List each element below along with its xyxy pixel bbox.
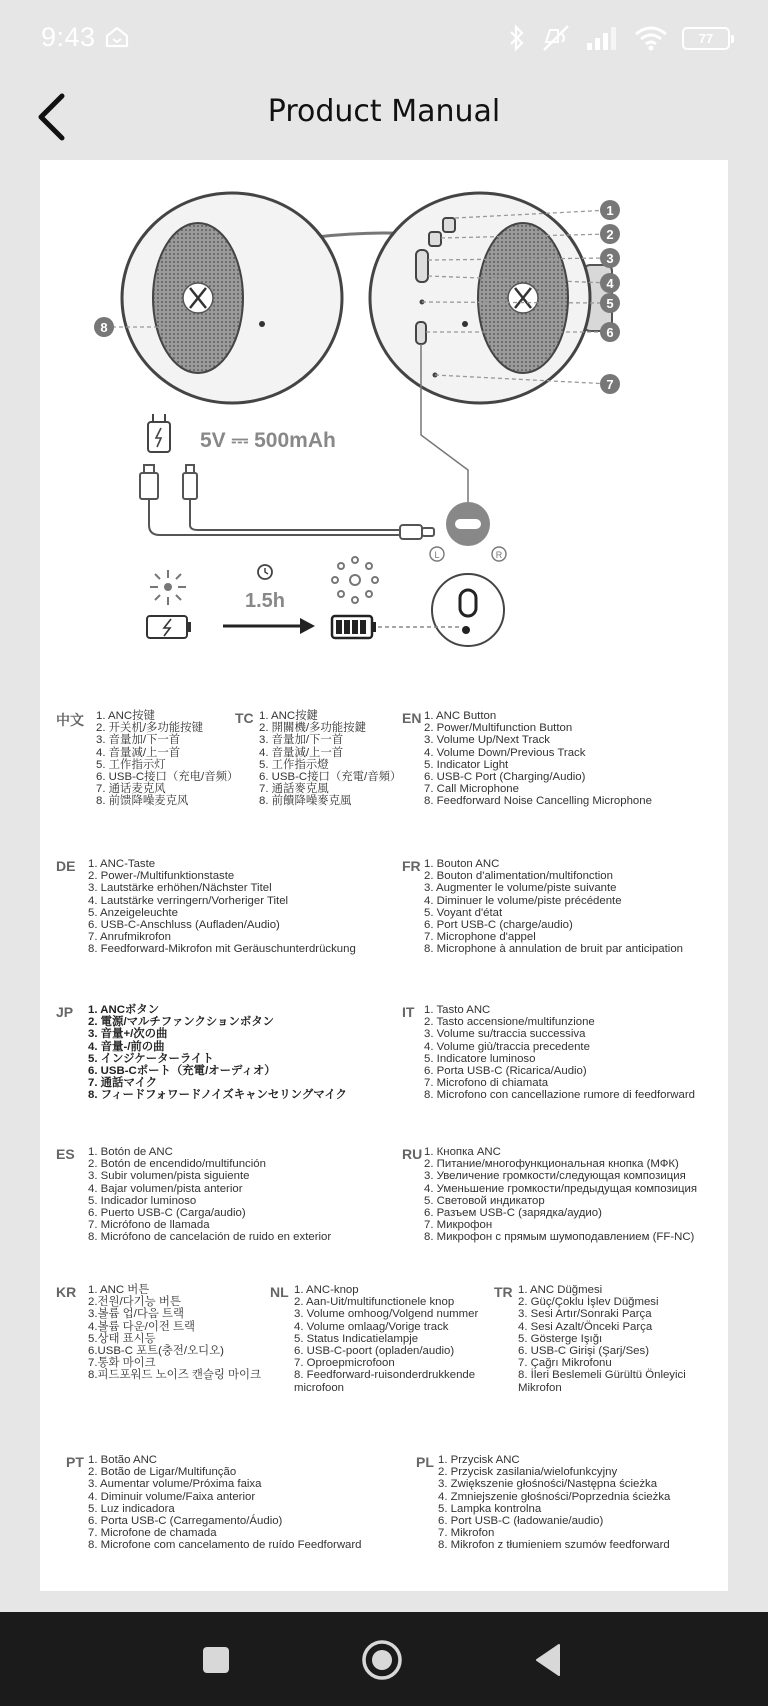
list-item: 4. Lautstärke verringern/Vorheriger Titel bbox=[88, 894, 289, 907]
list-item: 6. USB-C Port (Charging/Audio) bbox=[424, 771, 586, 784]
list-item: 5. Status Indicatielampje bbox=[294, 1332, 419, 1345]
lang-code: PT bbox=[66, 1454, 84, 1470]
right-ear-cup bbox=[370, 193, 612, 403]
bluetooth-icon bbox=[508, 24, 526, 52]
list-item: 3.볼륨 업/다음 트랙 bbox=[88, 1308, 185, 1321]
list-item: 6. Port USB-C (charge/audio) bbox=[424, 919, 573, 932]
full-battery-icon bbox=[332, 557, 378, 638]
lang-block-es bbox=[56, 1146, 386, 1246]
lang-code: ES bbox=[56, 1146, 75, 1162]
list-item: 3. Volume su/traccia successiva bbox=[424, 1028, 586, 1041]
list-item: 3. Volume Up/Next Track bbox=[424, 734, 550, 747]
list-item: 2. 電源/マルチファンクションボタン bbox=[88, 1016, 275, 1029]
list-item: 3. Lautstärke erhöhen/Nächster Titel bbox=[88, 882, 272, 895]
list-item: 5. Indicador luminoso bbox=[88, 1194, 197, 1207]
list-item: 6.USB-C 포트(충전/오디오) bbox=[88, 1345, 224, 1358]
list-item: 8. 前馈降噪麦克风 bbox=[96, 795, 189, 808]
list-item: 5. インジケーターライト bbox=[88, 1052, 214, 1065]
list-item: 2. Aan-Uit/multifunctionele knop bbox=[294, 1296, 455, 1309]
list-item: 1. ANC-Taste bbox=[88, 858, 156, 870]
list-item: 6. USB-C接口（充電/音頻） bbox=[259, 771, 402, 784]
lang-list bbox=[438, 1454, 670, 1552]
lang-block-de bbox=[56, 858, 386, 958]
lang-block-fr bbox=[402, 858, 722, 958]
right-label: R bbox=[495, 550, 503, 560]
callout-4: 4 bbox=[606, 276, 614, 291]
circle-home-icon bbox=[360, 1638, 404, 1682]
list-item: 1. ANC按鍵 bbox=[259, 710, 318, 722]
list-item: 1. Botón de ANC bbox=[88, 1146, 173, 1158]
battery-icon bbox=[682, 27, 730, 50]
list-item: 7. Micrófono de llamada bbox=[88, 1219, 210, 1232]
callout-8: 8 bbox=[100, 320, 108, 335]
list-item: 4. 音量-/前の曲 bbox=[88, 1040, 165, 1053]
list-item: 8. Feedforward-ruisonderdrukkende microfoon bbox=[294, 1369, 476, 1394]
low-battery-icon bbox=[147, 570, 191, 638]
list-item: 4. Volume omlaag/Vorige track bbox=[294, 1320, 449, 1333]
list-item: 6. USB-C接口（充电/音频） bbox=[96, 771, 239, 784]
list-item: 6. Porta USB-C (Carregamento/Áudio) bbox=[88, 1515, 283, 1528]
list-item: 4. Уменьшение громкости/предыдущая композиция bbox=[424, 1182, 698, 1195]
signal-icon bbox=[586, 25, 620, 51]
status-time: 9:43 bbox=[41, 22, 96, 52]
list-item: 8.피드포워드 노이즈 캔슬링 마이크 bbox=[88, 1369, 262, 1382]
list-item: 2. Botão de Ligar/Multifunção bbox=[88, 1466, 237, 1479]
callout-1: 1 bbox=[606, 203, 614, 218]
back-nav-button[interactable] bbox=[524, 1636, 572, 1684]
lang-block-it bbox=[402, 1004, 722, 1104]
list-item: 5.상태 표시등 bbox=[88, 1332, 156, 1345]
lang-block-tc bbox=[235, 710, 402, 810]
lang-block-tr bbox=[494, 1284, 724, 1394]
list-item: 8. Microfone com cancelamento de ruído Feedforward bbox=[88, 1539, 362, 1552]
list-item: 2. Питание/многофункциональная кнопка (МФК) bbox=[424, 1158, 679, 1171]
list-item: 4. Diminuer le volume/piste précédente bbox=[424, 894, 622, 907]
list-item: 7. 通话麦克风 bbox=[96, 783, 166, 796]
list-item: 3. Увеличение громкости/следующая композиция bbox=[424, 1170, 686, 1183]
lang-code: 中文 bbox=[56, 712, 84, 728]
list-item: 4. Sesi Azalt/Önceki Parça bbox=[518, 1320, 653, 1333]
list-item: 5. 工作指示燈 bbox=[259, 758, 329, 771]
list-item: 8. Feedforward-Mikrofon mit Geräuschunterdrückung bbox=[88, 943, 356, 956]
mute-icon bbox=[540, 24, 572, 52]
list-item: 4. Bajar volumen/pista anterior bbox=[88, 1182, 243, 1195]
lang-list bbox=[88, 1004, 347, 1102]
manual-page bbox=[40, 160, 728, 1591]
list-item: 8. İleri Beslemeli Gürültü Önleyici Mikrofon bbox=[518, 1369, 686, 1394]
list-item: 6. USB-Cポート（充電/オーディオ） bbox=[88, 1065, 276, 1078]
lang-code: IT bbox=[402, 1004, 415, 1020]
lang-block-ru bbox=[402, 1146, 722, 1246]
list-item: 3. Subir volumen/pista siguiente bbox=[88, 1170, 250, 1183]
list-item: 5. Voyant d'état bbox=[424, 906, 503, 919]
lang-list bbox=[518, 1284, 718, 1394]
list-item: 7. Oproepmicrofoon bbox=[294, 1357, 395, 1370]
lang-code: DE bbox=[56, 858, 76, 874]
list-item: 5. Световой индикатор bbox=[424, 1194, 545, 1207]
left-ear-cup bbox=[122, 193, 342, 403]
home-icon bbox=[104, 25, 130, 49]
lang-block-kr bbox=[56, 1284, 262, 1394]
lang-list bbox=[88, 858, 356, 956]
list-item: 7. Микрофон bbox=[424, 1219, 493, 1232]
list-item: 5. Luz indicadora bbox=[88, 1502, 175, 1515]
list-item: 4. Diminuir volume/Faixa anterior bbox=[88, 1490, 256, 1503]
list-item: 6. Porta USB-C (Ricarica/Audio) bbox=[424, 1065, 587, 1078]
usb-c-port-icon bbox=[446, 502, 490, 546]
list-item: 1. ANC按键 bbox=[96, 710, 155, 722]
list-item: 5. Indicatore luminoso bbox=[424, 1052, 536, 1065]
list-item: 3. Augmenter le volume/piste suivante bbox=[424, 882, 617, 895]
list-item: 7. Anrufmikrofon bbox=[88, 931, 171, 944]
callout-2: 2 bbox=[606, 227, 614, 242]
list-item: 7. Call Microphone bbox=[424, 783, 519, 796]
list-item: 3. 音量加/下一首 bbox=[96, 734, 181, 747]
list-item: 8. Микрофон с прямым шумоподавлением (FF-NC) bbox=[424, 1231, 695, 1244]
list-item: 2. 開關機/多功能按鍵 bbox=[259, 722, 366, 735]
list-item: 8. Mikrofon z tłumieniem szumów feedforward bbox=[438, 1539, 670, 1552]
charge-time: 1.5h bbox=[244, 590, 286, 612]
list-item: 2. Bouton d'alimentation/multifonction bbox=[424, 870, 613, 883]
list-item: 1. Bouton ANC bbox=[424, 858, 500, 870]
lang-block-jp bbox=[56, 1004, 386, 1104]
battery-level: 77 bbox=[698, 30, 714, 46]
status-icons bbox=[508, 22, 730, 54]
list-item: 1. Botão ANC bbox=[88, 1454, 158, 1466]
list-item: 2. Power-/Multifunktionstaste bbox=[88, 870, 235, 883]
list-item: 4.볼륨 다운/이전 트랙 bbox=[88, 1320, 196, 1333]
list-item: 7. 通話麥克風 bbox=[259, 783, 329, 796]
usb-cable-icon bbox=[140, 465, 434, 539]
system-nav-bar bbox=[0, 1612, 768, 1706]
list-item: 4. Volume giù/traccia precedente bbox=[424, 1040, 590, 1053]
list-item: 7. Microfono di chiamata bbox=[424, 1077, 549, 1090]
lang-code: TC bbox=[235, 710, 254, 726]
lang-block-pl bbox=[416, 1454, 716, 1554]
list-item: 2. Botón de encendido/multifunción bbox=[88, 1158, 266, 1171]
list-item: 6. Puerto USB-C (Carga/audio) bbox=[88, 1207, 246, 1220]
lang-code: EN bbox=[402, 710, 422, 726]
list-item: 4. Volume Down/Previous Track bbox=[424, 746, 586, 759]
arrow-right-icon bbox=[223, 618, 315, 634]
list-item: 6. Разъем USB-C (зарядка/аудио) bbox=[424, 1207, 602, 1220]
list-item: 8. Feedforward Noise Cancelling Microphone bbox=[424, 795, 652, 808]
lang-list bbox=[424, 1004, 695, 1102]
lang-code: JP bbox=[56, 1004, 74, 1020]
list-item: 3. Volume omhoog/Volgend nummer bbox=[294, 1308, 479, 1321]
list-item: 7. Mikrofon bbox=[438, 1527, 495, 1540]
lang-code: TR bbox=[494, 1284, 513, 1300]
list-item: 2. 开关机/多功能按键 bbox=[96, 722, 203, 735]
list-item: 3. Zwiększenie głośności/Następna ścieżka bbox=[438, 1478, 658, 1491]
callout-6: 6 bbox=[606, 325, 614, 340]
list-item: 8. Microphone à annulation de bruit par anticipation bbox=[424, 943, 683, 956]
recents-button[interactable] bbox=[192, 1636, 240, 1684]
manual-viewer[interactable] bbox=[0, 158, 768, 1612]
list-item: 5. Indicator Light bbox=[424, 758, 509, 771]
wifi-icon bbox=[634, 25, 668, 51]
charger-adapter-icon bbox=[148, 414, 170, 452]
list-item: 1. ANC 버튼 bbox=[88, 1284, 150, 1296]
headphone-diagram bbox=[40, 160, 728, 700]
list-item: 2.전원/다기능 버튼 bbox=[88, 1296, 181, 1309]
list-item: 2. Przycisk zasilania/wielofunkcyjny bbox=[438, 1466, 618, 1479]
page-title: Product Manual bbox=[267, 94, 501, 129]
list-item: 5. 工作指示灯 bbox=[96, 758, 166, 771]
lang-list bbox=[259, 710, 401, 808]
list-item: 3. 音量+/次の曲 bbox=[88, 1028, 168, 1041]
list-item: 1. ANC Düğmesi bbox=[518, 1284, 603, 1296]
lang-code: NL bbox=[270, 1284, 289, 1300]
list-item: 2. Güç/Çoklu İşlev Düğmesi bbox=[518, 1296, 659, 1309]
list-item: 4. 音量减/上一首 bbox=[96, 746, 181, 759]
list-item: 1. ANC-knop bbox=[294, 1284, 359, 1296]
alarm-clock-icon bbox=[258, 565, 272, 579]
list-item: 7. Microfone de chamada bbox=[88, 1527, 217, 1540]
list-item: 4. 音量減/上一首 bbox=[259, 746, 344, 759]
lang-code: KR bbox=[56, 1284, 77, 1300]
lang-list bbox=[96, 710, 238, 808]
list-item: 8. 前饋降噪麥克風 bbox=[259, 795, 352, 808]
list-item: 4. Zmniejszenie głośności/Poprzednia ścieżka bbox=[438, 1490, 671, 1503]
list-item: 6. USB-C-poort (opladen/audio) bbox=[294, 1345, 455, 1358]
callout-7: 7 bbox=[606, 377, 614, 392]
lang-block-pt bbox=[66, 1454, 396, 1554]
list-item: 2. Power/Multifunction Button bbox=[424, 722, 573, 735]
list-item: 5. Anzeigeleuchte bbox=[88, 906, 178, 919]
list-item: 6. Port USB-C (ładowanie/audio) bbox=[438, 1515, 604, 1528]
list-item: 1. ANCボタン bbox=[88, 1004, 160, 1016]
list-item: 6. USB-C-Anschluss (Aufladen/Audio) bbox=[88, 919, 280, 932]
lang-list bbox=[294, 1284, 479, 1394]
lang-block-nl bbox=[270, 1284, 479, 1394]
list-item: 1. Кнопка ANC bbox=[424, 1146, 501, 1158]
app-header bbox=[0, 76, 768, 158]
lang-list bbox=[424, 710, 652, 808]
callout-3: 3 bbox=[606, 251, 614, 266]
list-item: 3. 音量加/下一首 bbox=[259, 734, 344, 747]
status-bar bbox=[0, 0, 768, 76]
lang-block-en bbox=[402, 710, 702, 810]
list-item: 7. Çağrı Mikrofonu bbox=[518, 1357, 612, 1370]
left-label: L bbox=[434, 550, 440, 560]
list-item: 3. Sesi Artır/Sonraki Parça bbox=[518, 1308, 652, 1321]
list-item: 1. Tasto ANC bbox=[424, 1004, 491, 1016]
charging-spec: 5V ⎓ 500mAh bbox=[200, 429, 336, 452]
list-item: 1. ANC Button bbox=[424, 710, 497, 722]
list-item: 1. Przycisk ANC bbox=[438, 1454, 520, 1466]
square-icon bbox=[202, 1646, 230, 1674]
lang-code: FR bbox=[402, 858, 421, 874]
lang-block-zh bbox=[56, 710, 239, 810]
lang-list bbox=[88, 1146, 331, 1244]
list-item: 8. Microfono con cancellazione rumore di feedforward bbox=[424, 1089, 695, 1102]
list-item: 6. USB-C Girişi (Şarj/Ses) bbox=[518, 1345, 650, 1358]
lang-list bbox=[424, 858, 683, 956]
lang-list bbox=[88, 1284, 261, 1382]
home-button[interactable] bbox=[358, 1636, 406, 1684]
list-item: 8. フィードフォワードノイズキャンセリングマイク bbox=[88, 1089, 347, 1102]
list-item: 5. Lampka kontrolna bbox=[438, 1502, 542, 1515]
list-item: 5. Gösterge Işığı bbox=[518, 1332, 603, 1345]
list-item: 7. Microphone d'appel bbox=[424, 931, 536, 944]
list-item: 7.통화 마이크 bbox=[88, 1357, 156, 1370]
callout-5: 5 bbox=[606, 296, 614, 311]
lang-code: RU bbox=[402, 1146, 423, 1162]
list-item: 2. Tasto accensione/multifunzione bbox=[424, 1016, 595, 1029]
triangle-back-icon bbox=[533, 1643, 563, 1677]
lang-code: PL bbox=[416, 1454, 434, 1470]
lang-list bbox=[88, 1454, 362, 1552]
lang-list bbox=[424, 1146, 697, 1244]
list-item: 3. Aumentar volume/Próxima faixa bbox=[88, 1478, 262, 1491]
list-item: 8. Micrófono de cancelación de ruido en exterior bbox=[88, 1231, 332, 1244]
list-item: 7. 通話マイク bbox=[88, 1077, 158, 1090]
